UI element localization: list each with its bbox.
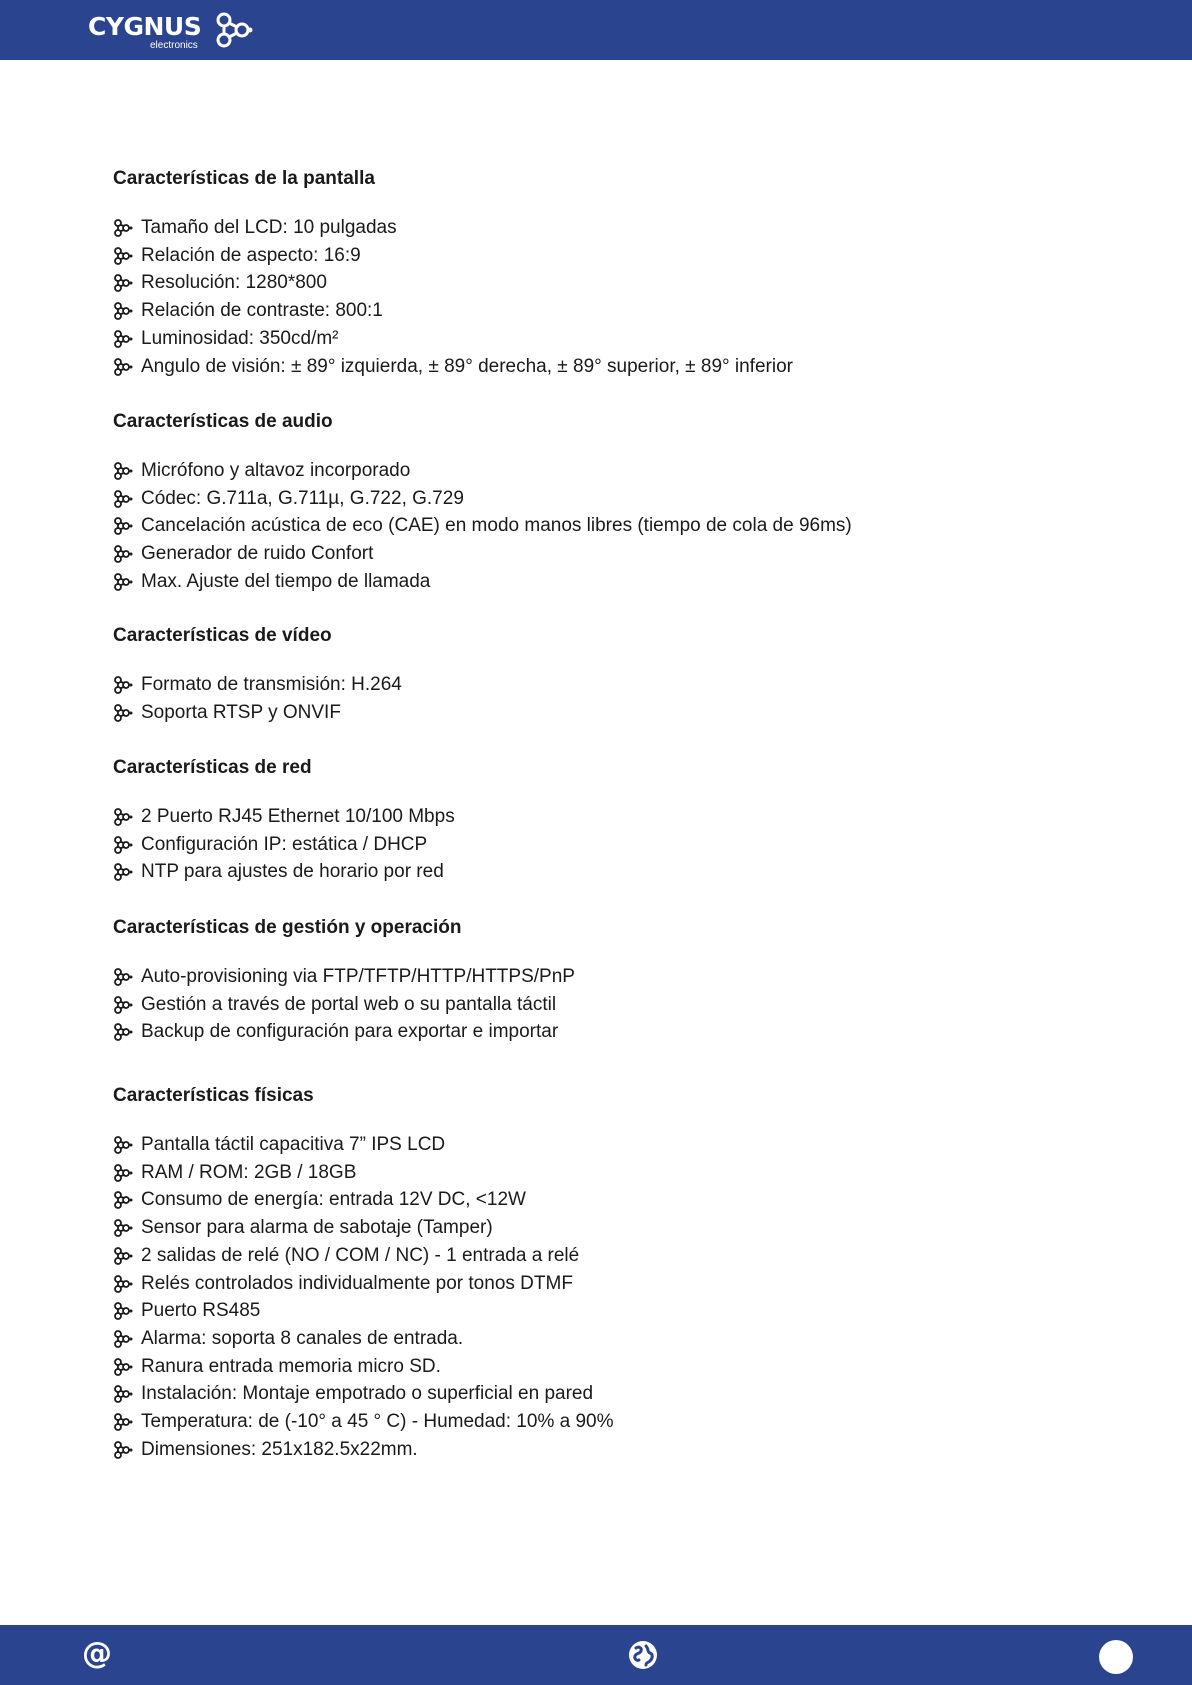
list-item-text: Backup de configuración para exportar e importar — [141, 1021, 559, 1043]
brand-name: CYGNUS — [88, 12, 202, 41]
cygnus-bullet-icon — [113, 996, 133, 1014]
page-footer — [0, 1625, 1192, 1685]
cygnus-bullet-icon — [113, 545, 133, 563]
cygnus-bullet-icon — [113, 1302, 133, 1320]
list-item-text: Puerto RS485 — [141, 1300, 261, 1322]
cygnus-bullet-icon — [113, 1219, 133, 1237]
cygnus-bullet-icon — [113, 836, 133, 854]
list-item-text: 2 Puerto RJ45 Ethernet 10/100 Mbps — [141, 806, 455, 827]
cygnus-bullet-icon — [113, 1023, 133, 1041]
list-item-text: Códec: G.711a, G.711µ, G.722, G.729 — [141, 487, 464, 509]
list-item-text: NTP para ajustes de horario por red — [141, 861, 444, 883]
section-title: Características físicas — [113, 1085, 314, 1106]
list-item-text: Sensor para alarma de sabotaje (Tamper) — [141, 1217, 493, 1239]
list-item-text: Instalación: Montaje empotrado o superficial en pared — [141, 1383, 594, 1405]
list-item-text: Relés controlados individualmente por tonos DTMF — [141, 1272, 573, 1294]
list-item-text: Temperatura: de (-10° a 45 ° C) - Humedad: 10% a 90% — [141, 1411, 614, 1432]
cygnus-bullet-icon — [113, 1413, 133, 1431]
list-item-text: Cancelación acústica de eco (CAE) en modo manos libres (tiempo de cola de 96ms) — [141, 515, 852, 537]
list-item-text: Max. Ajuste del tiempo de llamada — [141, 570, 431, 592]
cygnus-bullet-icon — [113, 863, 133, 881]
list-item-text: 2 salidas de relé (NO / COM / NC) - 1 entrada a relé — [141, 1244, 580, 1266]
cygnus-bullet-icon — [113, 490, 133, 508]
list-item-text: Formato de transmisión: H.264 — [141, 674, 402, 695]
list-item-text: Micrófono y altavoz incorporado — [141, 460, 411, 481]
list-item-text: Auto-provisioning via FTP/TFTP/HTTP/HTTPS/PnP — [141, 966, 575, 987]
cygnus-bullet-icon — [113, 219, 133, 237]
page-header — [0, 0, 1192, 60]
list-item-text: Configuración IP: estática / DHCP — [141, 833, 428, 855]
cygnus-bullet-icon — [113, 1441, 133, 1459]
cygnus-bullet-icon — [113, 462, 133, 480]
cygnus-bullet-icon — [113, 1385, 133, 1403]
list-item-text: Resolución: 1280*800 — [141, 272, 327, 294]
list-item-text: Relación de contraste: 800:1 — [141, 300, 383, 322]
cygnus-bullet-icon — [113, 1358, 133, 1376]
list-item-text: Tamaño del LCD: 10 pulgadas — [141, 217, 397, 238]
list-item-text: RAM / ROM: 2GB / 18GB — [141, 1161, 357, 1183]
cygnus-bullet-icon — [113, 358, 133, 376]
cygnus-bullet-icon — [113, 573, 133, 591]
cygnus-bullet-icon — [113, 676, 133, 694]
cygnus-swirl-icon — [210, 8, 254, 52]
circle-icon — [1099, 1640, 1133, 1674]
cygnus-bullet-icon — [113, 247, 133, 265]
cygnus-bullet-icon — [113, 1330, 133, 1348]
section-title: Características de vídeo — [113, 625, 332, 646]
cygnus-bullet-icon — [113, 330, 133, 348]
list-item-text: Relación de aspecto: 16:9 — [141, 244, 361, 266]
list-item-text: Generador de ruido Confort — [141, 543, 374, 565]
cygnus-bullet-icon — [113, 968, 133, 986]
cygnus-bullet-icon — [113, 1247, 133, 1265]
section-title: Características de gestión y operación — [113, 917, 462, 938]
cygnus-bullet-icon — [113, 808, 133, 826]
list-item-text: Alarma: soporta 8 canales de entrada. — [141, 1327, 464, 1349]
list-item-text: Consumo de energía: entrada 12V DC, <12W — [141, 1189, 526, 1211]
cygnus-bullet-icon — [113, 302, 133, 320]
section-title: Características de audio — [113, 411, 333, 432]
globe-icon — [627, 1639, 659, 1671]
list-item-text: Pantalla táctil capacitiva 7” IPS LCD — [141, 1134, 446, 1155]
list-item-text: Ranura entrada memoria micro SD. — [141, 1355, 441, 1377]
list-item-text: Gestión a través de portal web o su pantalla táctil — [141, 993, 557, 1015]
list-item-text: Soporta RTSP y ONVIF — [141, 701, 341, 723]
cygnus-bullet-icon — [113, 704, 133, 722]
at-icon: @ — [82, 1636, 112, 1671]
cygnus-bullet-icon — [113, 1164, 133, 1182]
section-title: Características de red — [113, 757, 312, 778]
cygnus-bullet-icon — [113, 274, 133, 292]
list-item-text: Dimensiones: 251x182.5x22mm. — [141, 1438, 418, 1460]
cygnus-bullet-icon — [113, 517, 133, 535]
cygnus-bullet-icon — [113, 1191, 133, 1209]
section-title: Características de la pantalla — [113, 168, 375, 189]
list-item-text: Angulo de visión: ± 89° izquierda, ± 89° derecha, ± 89° superior, ± 89° inferior — [141, 355, 793, 377]
cygnus-bullet-icon — [113, 1275, 133, 1293]
cygnus-bullet-icon — [113, 1136, 133, 1154]
brand-subtitle: electronics — [150, 40, 198, 51]
list-item-text: Luminosidad: 350cd/m² — [141, 327, 339, 349]
